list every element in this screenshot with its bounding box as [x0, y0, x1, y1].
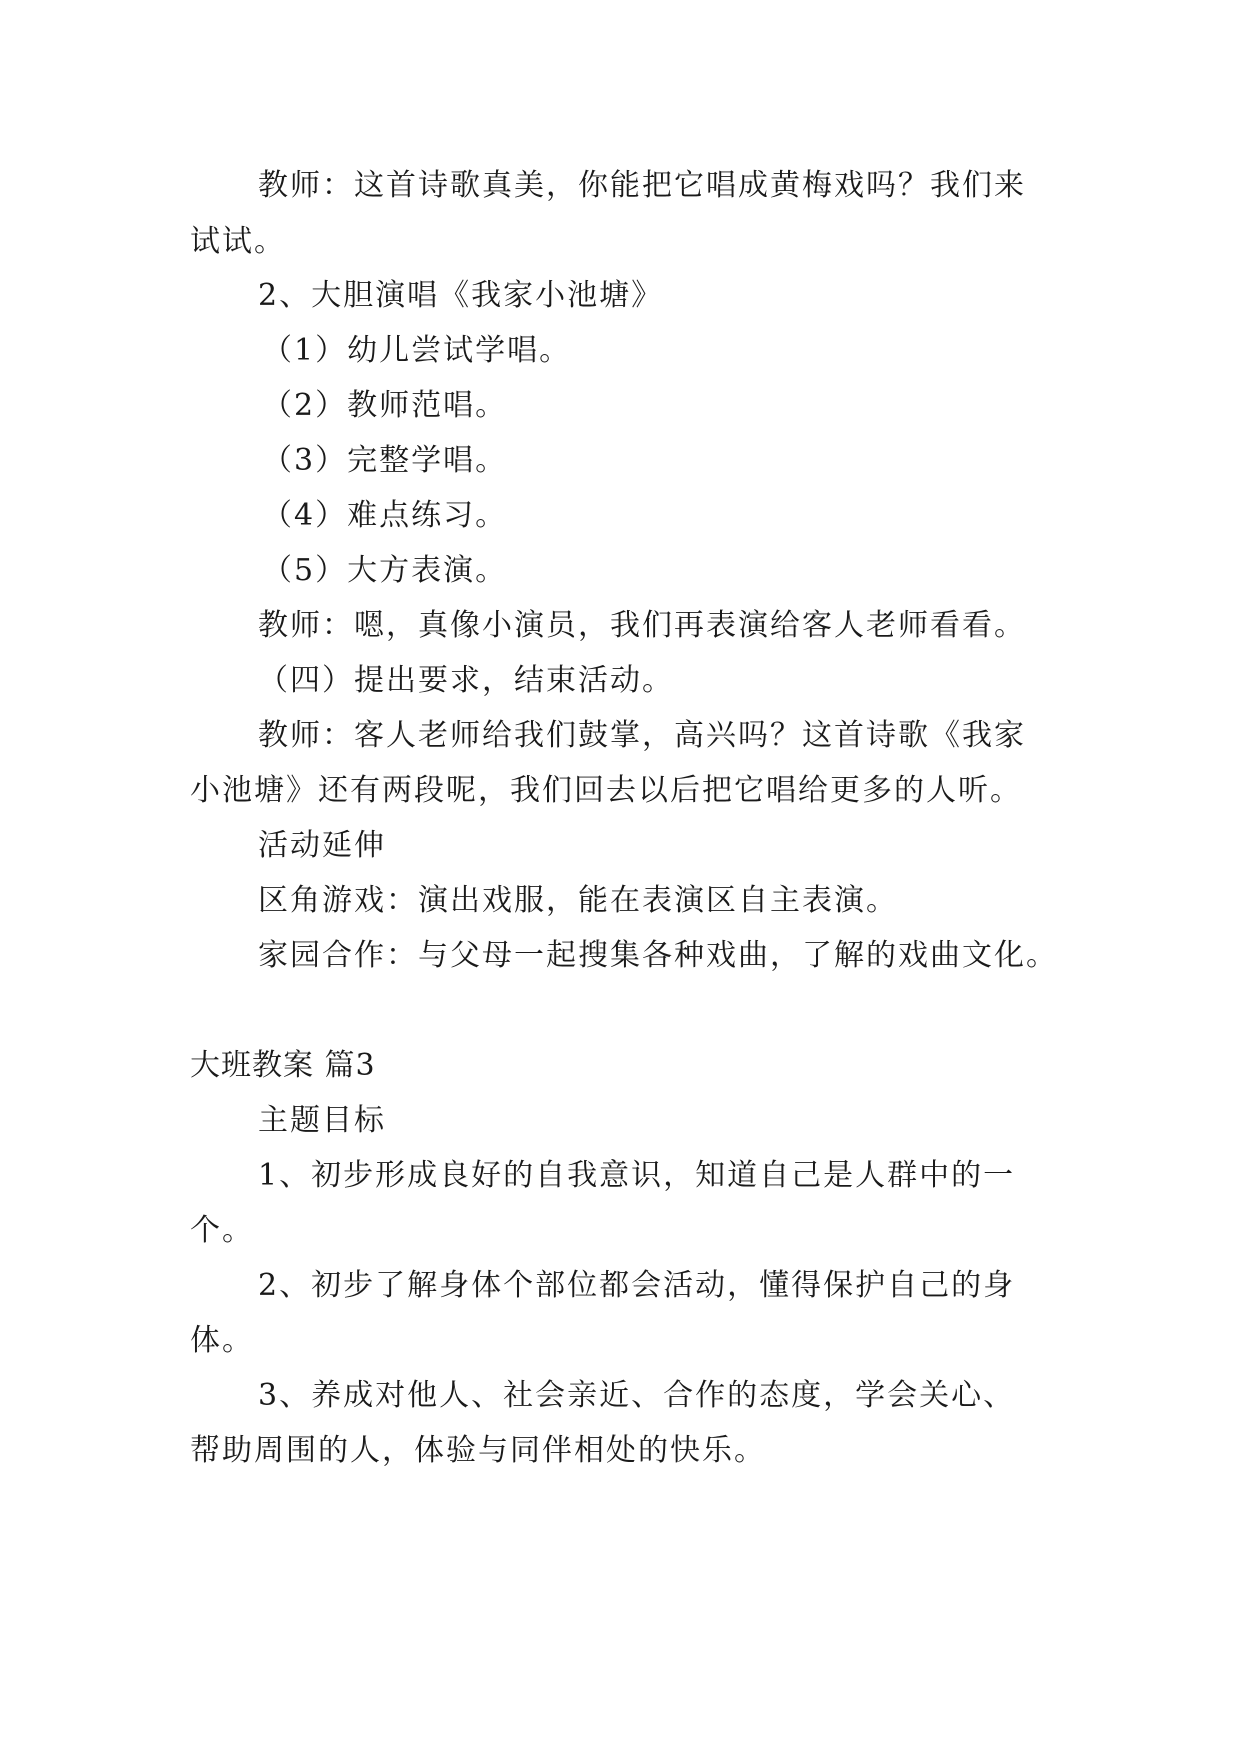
list-item: （1）幼儿尝试学唱。 — [262, 333, 572, 368]
list-item: （4）难点练习。 — [262, 498, 508, 533]
paragraph-line: 教师：客人老师给我们鼓掌，高兴吗？这首诗歌《我家 — [258, 718, 1026, 753]
section-item: （四）提出要求，结束活动。 — [258, 663, 674, 698]
section-heading: 大班教案 篇3 — [190, 1048, 376, 1083]
paragraph-line: 体。 — [190, 1323, 254, 1358]
list-item: （5）大方表演。 — [262, 553, 508, 588]
subheading: 主题目标 — [258, 1103, 386, 1138]
subheading: 活动延伸 — [258, 828, 386, 863]
paragraph-line: 家园合作：与父母一起搜集各种戏曲，了解的戏曲文化。 — [258, 938, 1058, 973]
paragraph-line: 教师：这首诗歌真美，你能把它唱成黄梅戏吗？我们来 — [258, 168, 1026, 203]
list-item: （3）完整学唱。 — [262, 443, 508, 478]
paragraph-line: 帮助周围的人，体验与同伴相处的快乐。 — [190, 1433, 766, 1468]
paragraph-line: 教师：嗯，真像小演员，我们再表演给客人老师看看。 — [258, 608, 1026, 643]
paragraph-line: 个。 — [190, 1213, 254, 1248]
paragraph-line: 试试。 — [190, 224, 286, 259]
paragraph-line: 2、初步了解身体个部位都会活动，懂得保护自己的身 — [258, 1268, 1016, 1303]
paragraph-line: 3、养成对他人、社会亲近、合作的态度，学会关心、 — [258, 1378, 1016, 1413]
paragraph-line: 区角游戏：演出戏服，能在表演区自主表演。 — [258, 883, 898, 918]
list-item: （2）教师范唱。 — [262, 388, 508, 423]
section-item: 2、大胆演唱《我家小池塘》 — [258, 278, 664, 313]
paragraph-line: 小池塘》还有两段呢，我们回去以后把它唱给更多的人听。 — [190, 773, 1022, 808]
paragraph-line: 1、初步形成良好的自我意识，知道自己是人群中的一 — [258, 1158, 1016, 1193]
